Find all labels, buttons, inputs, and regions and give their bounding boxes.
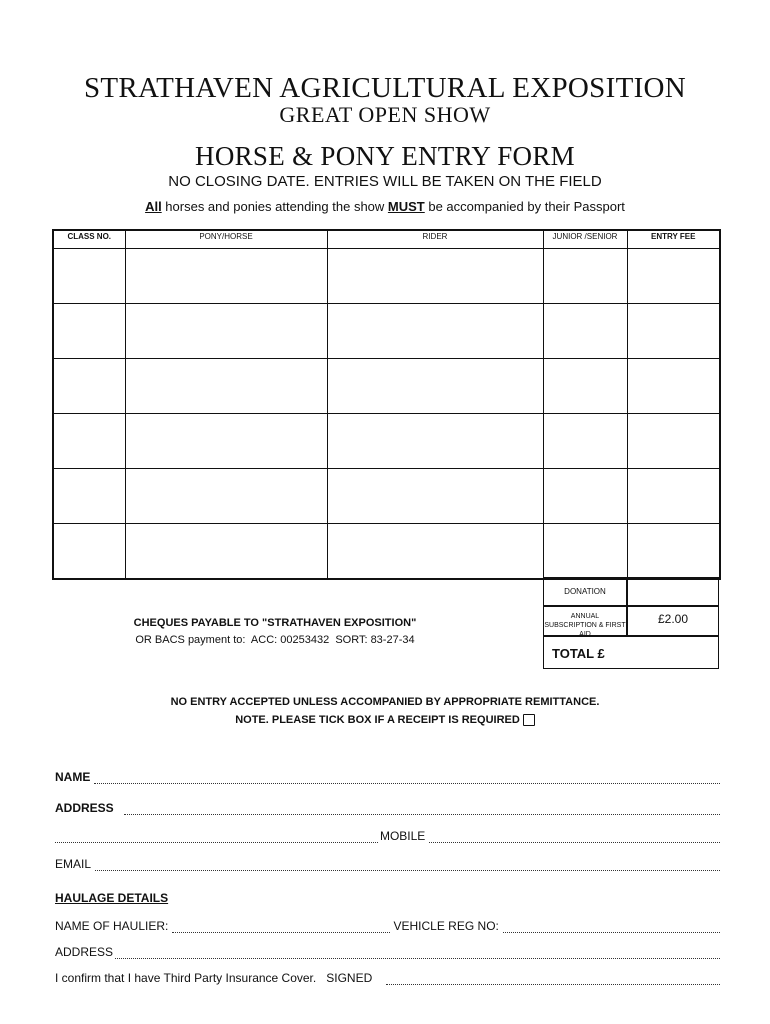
donation-label: DONATION	[564, 587, 606, 596]
col-junior-senior: JUNIOR /SENIOR	[543, 230, 627, 249]
cell-pony-horse[interactable]	[125, 359, 327, 414]
table-row	[53, 469, 720, 524]
cell-pony-horse[interactable]	[125, 249, 327, 304]
email-label: EMAIL	[55, 857, 92, 871]
donation-row	[543, 577, 719, 607]
table-header-row	[53, 230, 720, 249]
signed-label: SIGNED	[326, 971, 373, 985]
show-subtitle: GREAT OPEN SHOW	[279, 102, 491, 127]
receipt-note: NOTE. PLEASE TICK BOX IF A RECEIPT IS REQUIRED	[235, 714, 520, 726]
haulage-address-field[interactable]	[55, 945, 720, 959]
cell-junior-senior[interactable]	[543, 469, 627, 524]
cell-entry-fee[interactable]	[627, 249, 720, 304]
form-title: HORSE & PONY ENTRY FORM	[195, 141, 575, 171]
address-field[interactable]	[55, 801, 720, 815]
cell-class-no[interactable]	[53, 414, 125, 469]
cell-rider[interactable]	[327, 524, 543, 580]
receipt-checkbox[interactable]	[523, 714, 535, 726]
signature-line[interactable]	[386, 974, 720, 985]
table-row	[53, 524, 720, 580]
receipt-note-row	[0, 714, 770, 726]
haulage-address-label: ADDRESS	[55, 945, 114, 959]
cell-class-no[interactable]	[53, 249, 125, 304]
cell-junior-senior[interactable]	[543, 524, 627, 580]
subscription-row	[543, 605, 719, 637]
table-row	[53, 359, 720, 414]
address-line-2[interactable]	[55, 832, 378, 843]
cell-rider[interactable]	[327, 304, 543, 359]
cheque-payable: CHEQUES PAYABLE TO "STRATHAVEN EXPOSITION"	[133, 617, 417, 629]
passport-must: MUST	[387, 199, 425, 214]
col-entry-fee: ENTRY FEE	[627, 230, 720, 249]
cell-junior-senior[interactable]	[543, 414, 627, 469]
cell-entry-fee[interactable]	[627, 469, 720, 524]
remittance-note: NO ENTRY ACCEPTED UNLESS ACCOMPANIED BY APPROPRIATE REMITTANCE.	[170, 696, 600, 708]
donation-input[interactable]	[628, 578, 718, 606]
total-row	[543, 635, 719, 669]
cell-rider[interactable]	[327, 249, 543, 304]
mobile-label: MOBILE	[379, 829, 426, 843]
passport-mid: horses and ponies attending the show	[161, 199, 388, 214]
haulier-field[interactable]	[55, 919, 720, 933]
address-mobile-field[interactable]	[55, 829, 720, 843]
table-row	[53, 414, 720, 469]
insurance-label: I confirm that I have Third Party Insurance Cover.	[55, 971, 317, 985]
passport-all: All	[145, 199, 162, 214]
cell-pony-horse[interactable]	[125, 469, 327, 524]
cell-class-no[interactable]	[53, 524, 125, 580]
name-label: NAME	[55, 770, 91, 784]
cell-pony-horse[interactable]	[125, 304, 327, 359]
col-pony-horse: PONY/HORSE	[125, 230, 327, 249]
address-line[interactable]	[124, 804, 720, 815]
cell-rider[interactable]	[327, 469, 543, 524]
cell-class-no[interactable]	[53, 304, 125, 359]
email-line[interactable]	[95, 860, 720, 871]
total-label: TOTAL £	[552, 646, 605, 661]
subscription-fee: £2.00	[657, 612, 689, 626]
cell-entry-fee[interactable]	[627, 359, 720, 414]
cell-class-no[interactable]	[53, 359, 125, 414]
cell-entry-fee[interactable]	[627, 304, 720, 359]
table-row	[53, 249, 720, 304]
cell-entry-fee[interactable]	[627, 414, 720, 469]
email-field[interactable]	[55, 857, 720, 871]
cell-pony-horse[interactable]	[125, 414, 327, 469]
cell-junior-senior[interactable]	[543, 359, 627, 414]
name-field[interactable]	[55, 770, 720, 784]
table-row	[53, 304, 720, 359]
haulage-heading: HAULAGE DETAILS	[55, 891, 169, 905]
bacs-details: OR BACS payment to: ACC: 00253432 SORT: 83-27-34	[135, 634, 415, 646]
cell-rider[interactable]	[327, 414, 543, 469]
haulier-line[interactable]	[172, 922, 389, 933]
cell-entry-fee[interactable]	[627, 524, 720, 580]
cell-junior-senior[interactable]	[543, 304, 627, 359]
col-rider: RIDER	[327, 230, 543, 249]
subscription-label: ANNUAL SUBSCRIPTION & FIRST AID	[544, 613, 626, 638]
passport-note	[0, 199, 770, 214]
show-title: STRATHAVEN AGRICULTURAL EXPOSITION	[83, 72, 687, 104]
col-class-no: CLASS NO.	[53, 230, 125, 249]
haulier-label: NAME OF HAULIER:	[55, 919, 169, 933]
mobile-line[interactable]	[429, 832, 720, 843]
haulage-address-line[interactable]	[115, 948, 720, 959]
cell-pony-horse[interactable]	[125, 524, 327, 580]
name-line[interactable]	[94, 773, 720, 784]
cell-rider[interactable]	[327, 359, 543, 414]
cell-class-no[interactable]	[53, 469, 125, 524]
passport-end: be accompanied by their Passport	[424, 199, 625, 214]
address-label: ADDRESS	[55, 801, 114, 815]
closing-note: NO CLOSING DATE. ENTRIES WILL BE TAKEN ON THE FIELD	[168, 173, 602, 190]
entry-table	[52, 229, 721, 580]
insurance-field[interactable]	[55, 971, 720, 985]
cell-junior-senior[interactable]	[543, 249, 627, 304]
vehicle-reg-line[interactable]	[503, 922, 720, 933]
vehicle-reg-label: VEHICLE REG NO:	[393, 919, 499, 933]
